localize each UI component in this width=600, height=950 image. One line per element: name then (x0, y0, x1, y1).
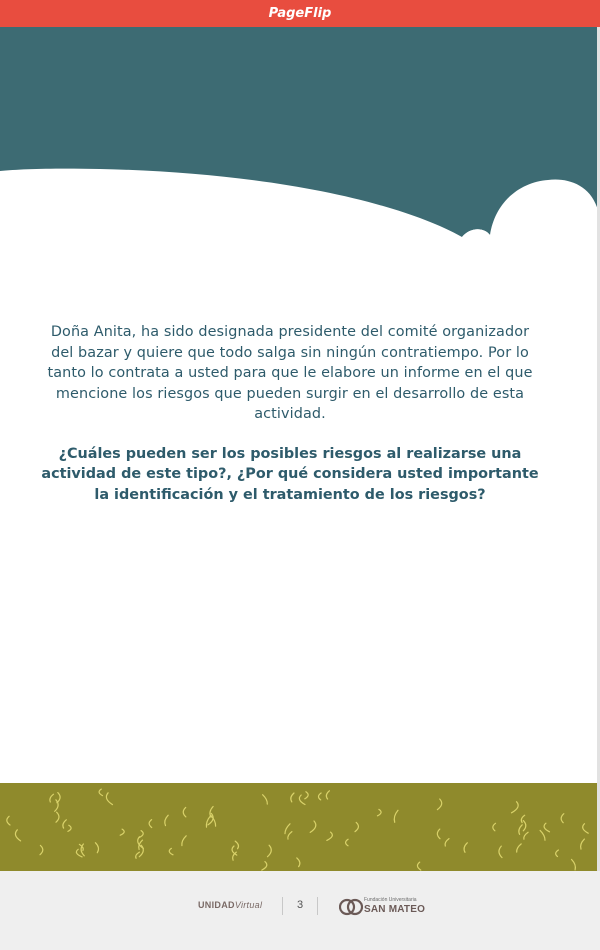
header-decoration (0, 27, 597, 267)
question-paragraph: ¿Cuáles pueden ser los posibles riesgos al realizarse una actividad de este tipo?, ¿Por qué considera usted importante la identificación y el tratamiento de los riesgos? (41, 445, 539, 503)
page-number: 3 (296, 899, 304, 911)
document-page (0, 27, 597, 871)
viewer-title[interactable]: PageFlip (268, 6, 332, 21)
olive-pattern-band (0, 783, 597, 871)
logo-title: SAN MATEO (364, 904, 426, 915)
page-footer (0, 871, 600, 950)
san-mateo-logo-icon (339, 895, 363, 919)
logo-subtitle: Fundación Universitaria (364, 897, 417, 903)
footer-divider-right (317, 897, 318, 915)
viewer-top-bar (0, 0, 600, 27)
body-paragraph: Doña Anita, ha sido designada presidente del comité organizador del bazar y quiere que todo salga sin ningún contratiempo. Por lo tanto lo contrata a usted para que le elabore un informe en el que mencione los riesgos que pueden surgir en el desarrollo de esta actividad. (47, 324, 533, 422)
document-content (40, 322, 540, 505)
footer-divider-left (282, 897, 283, 915)
unidad-virtual-logo: UNIDADVirtual (198, 900, 263, 910)
